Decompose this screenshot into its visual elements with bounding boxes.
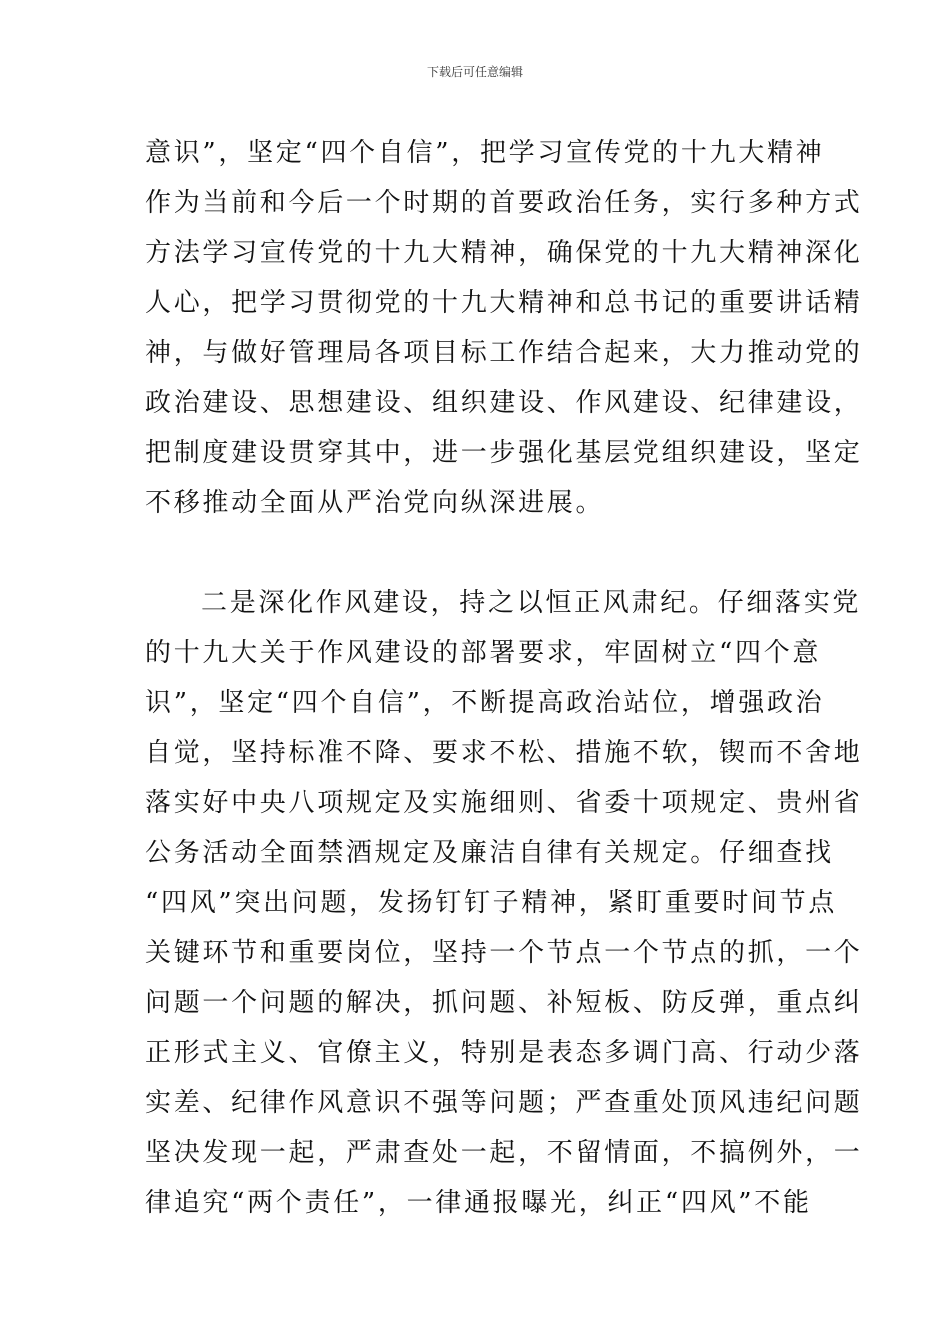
- text-line: 方法学习宣传党的十九大精神，确保党的十九大精神深化: [145, 238, 863, 268]
- text-line: 自觉，坚持标准不降、要求不松、措施不软，锲而不舍地: [145, 738, 863, 768]
- text-line: 识”，坚定“四个自信”，不断提高政治站位，增强政治: [145, 688, 825, 718]
- paragraph-spacer: [145, 528, 808, 578]
- text-line: 神，与做好管理局各项目标工作结合起来，大力推动党的: [145, 338, 863, 368]
- text-line: 意识”，坚定“四个自信”，把学习宣传党的十九大精神: [145, 138, 825, 168]
- text-line: 公务活动全面禁酒规定及廉洁自律有关规定。仔细查找: [145, 838, 834, 868]
- text-line: 坚决发现一起，严肃查处一起，不留情面，不搞例外，一: [145, 1138, 863, 1168]
- paragraph-2: [145, 578, 863, 1228]
- text-line: 律追究“两个责任”，一律通报曝光，纠正“四风”不能: [145, 1188, 812, 1218]
- page-header: 下载后可任意编辑: [426, 65, 523, 79]
- text-line: 作为当前和今后一个时期的首要政治任务，实行多种方式: [145, 188, 863, 218]
- text-line: 关键环节和重要岗位，坚持一个节点一个节点的抓，一个: [145, 938, 863, 968]
- text-line: 政治建设、思想建设、组织建设、作风建设、纪律建设，: [145, 388, 863, 418]
- text-line: 实差、纪律作风意识不强等问题；严查重处顶风违纪问题: [145, 1088, 863, 1118]
- text-line: 的十九大关于作风建设的部署要求，牢固树立“四个意: [145, 638, 822, 668]
- document-body: [145, 128, 863, 1228]
- text-line: 把制度建设贯穿其中，进一步强化基层党组织建设，坚定: [145, 438, 863, 468]
- text-line: 落实好中央八项规定及实施细则、省委十项规定、贵州省: [145, 788, 863, 818]
- paragraph-1: [145, 128, 863, 528]
- text-line: 正形式主义、官僚主义，特别是表态多调门高、行动少落: [145, 1038, 863, 1068]
- text-line: 不移推动全面从严治党向纵深进展。: [145, 488, 605, 518]
- text-line: 二是深化作风建设，持之以恒正风肃纪。仔细落实党: [201, 588, 862, 618]
- text-line: 问题一个问题的解决，抓问题、补短板、防反弹，重点纠: [145, 988, 863, 1018]
- text-line: “四风”突出问题，发扬钉钉子精神，紧盯重要时间节点: [145, 888, 838, 918]
- text-line: 人心，把学习贯彻党的十九大精神和总书记的重要讲话精: [145, 288, 863, 318]
